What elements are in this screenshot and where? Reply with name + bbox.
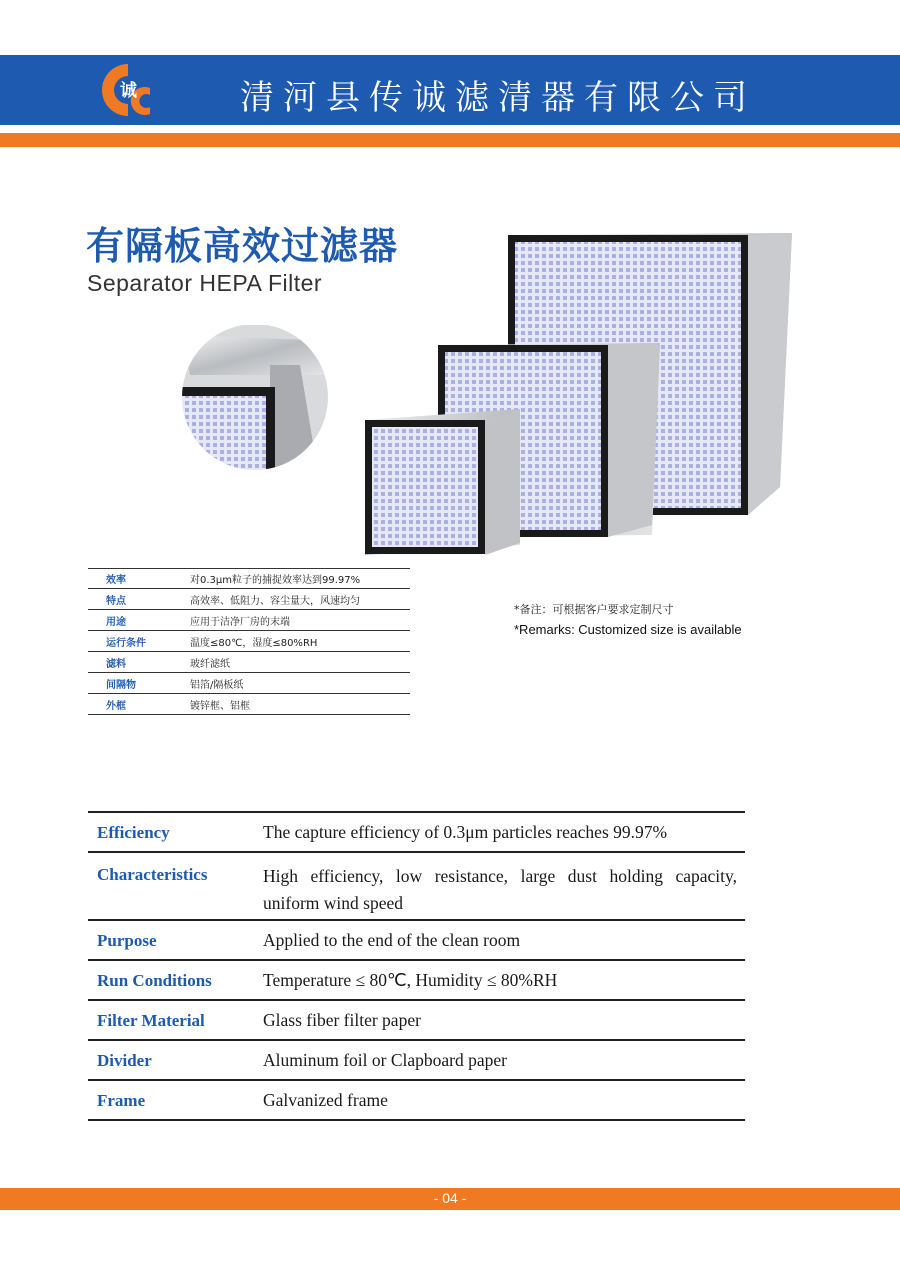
spec-value: Temperature ≤ 80℃, Humidity ≤ 80%RH <box>263 970 558 990</box>
table-row <box>88 853 745 921</box>
spec-value: The capture efficiency of 0.3μm particles reaches 99.97% <box>263 822 668 842</box>
spec-value: Applied to the end of the clean room <box>263 930 521 950</box>
table-row <box>88 610 410 631</box>
spec-key: Characteristics <box>97 865 208 884</box>
spec-key: 间隔物 <box>106 679 136 691</box>
spec-value: 铝箔/隔板纸 <box>190 679 244 691</box>
spec-value: 镀锌框、铝框 <box>190 700 250 712</box>
spec-key: Divider <box>97 1051 152 1070</box>
table-row <box>88 961 745 1001</box>
detail-closeup <box>170 324 340 487</box>
table-row <box>88 1081 745 1121</box>
remark-en: *Remarks: Customized size is available <box>514 622 742 637</box>
company-logo <box>92 58 164 122</box>
table-row <box>88 673 410 694</box>
product-title-cn: 有隔板高效过滤器 <box>86 224 399 268</box>
spec-key: Filter Material <box>97 1011 205 1030</box>
spec-value: 玻纤滤纸 <box>190 658 230 670</box>
table-row <box>88 694 410 715</box>
company-name: 清河县传诚滤清器有限公司 <box>240 78 756 118</box>
spec-key: 外框 <box>106 700 126 712</box>
table-row <box>88 1001 745 1041</box>
spec-key: Efficiency <box>97 823 170 842</box>
table-row <box>88 921 745 961</box>
product-title-en: Separator HEPA Filter <box>87 270 323 296</box>
table-row <box>88 631 410 652</box>
spec-key: Run Conditions <box>97 971 212 990</box>
spec-table-en <box>88 811 745 1121</box>
spec-value: Galvanized frame <box>263 1090 388 1110</box>
spec-table-cn <box>88 568 410 715</box>
remark-cn: *备注：可根据客户要求定制尺寸 <box>514 603 674 616</box>
page-number: - 04 - <box>433 1190 467 1206</box>
spec-key: 效率 <box>106 575 126 586</box>
small-filter <box>365 409 520 555</box>
spec-value: High efficiency, low resistance, large dust holding capacity, uniform wind speed <box>263 866 737 913</box>
spec-value: Glass fiber filter paper <box>263 1010 421 1030</box>
spec-key: 滤料 <box>106 658 126 670</box>
table-row <box>88 813 745 853</box>
spec-value: 应用于洁净厂房的末端 <box>190 616 290 628</box>
header-stripe <box>0 133 900 147</box>
spec-key: 特点 <box>106 595 126 607</box>
table-row <box>88 568 410 589</box>
table-row <box>88 589 410 610</box>
spec-value: Aluminum foil or Clapboard paper <box>263 1050 507 1070</box>
logo-char: 诚 <box>120 81 137 101</box>
spec-value: 高效率、低阻力、容尘量大，风速均匀 <box>190 595 360 607</box>
spec-key: Purpose <box>97 931 157 950</box>
spec-key: Frame <box>97 1091 146 1110</box>
spec-key: 用途 <box>106 616 126 628</box>
table-row <box>88 1041 745 1081</box>
product-image <box>170 225 810 575</box>
spec-value: 对0.3μm粒子的捕捉效率达到99.97% <box>190 575 361 586</box>
table-row <box>88 652 410 673</box>
spec-value: 温度≤80℃，湿度≤80%RH <box>190 637 318 649</box>
spec-key: 运行条件 <box>106 637 146 649</box>
